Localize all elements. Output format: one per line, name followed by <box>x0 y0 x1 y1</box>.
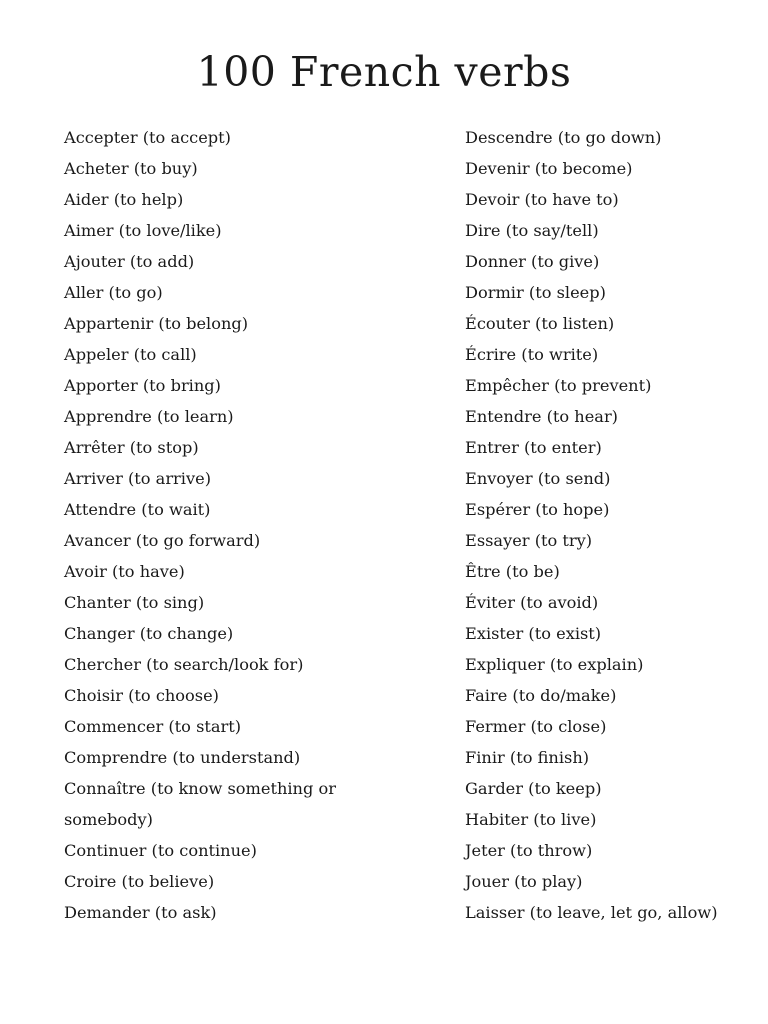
verb-item: Être (to be) <box>465 562 560 581</box>
verb-item: Jouer (to play) <box>465 872 583 891</box>
verb-item: Chanter (to sing) <box>64 593 205 612</box>
verb-item: Espérer (to hope) <box>465 500 610 519</box>
verb-item: Continuer (to continue) <box>64 841 257 860</box>
page-title: 100 French verbs <box>196 48 572 96</box>
verb-item: Acheter (to buy) <box>64 159 198 178</box>
verb-item: Apporter (to bring) <box>64 376 221 395</box>
verb-item: Envoyer (to send) <box>465 469 611 488</box>
verb-item: Dormir (to sleep) <box>465 283 606 302</box>
verb-item: Devenir (to become) <box>465 159 633 178</box>
verb-item: Descendre (to go down) <box>465 128 662 147</box>
verb-item: Empêcher (to prevent) <box>465 376 652 395</box>
verb-item: Croire (to believe) <box>64 872 215 891</box>
verb-item: Appartenir (to belong) <box>64 314 249 333</box>
verb-item: Commencer (to start) <box>64 717 242 736</box>
verb-item: Exister (to exist) <box>465 624 602 643</box>
verb-list-right <box>465 122 755 928</box>
verb-item: Aller (to go) <box>64 283 163 302</box>
verb-item: Écouter (to listen) <box>465 314 615 333</box>
verb-item: Appeler (to call) <box>64 345 197 364</box>
verb-item: Arrêter (to stop) <box>64 438 199 457</box>
verb-item: Essayer (to try) <box>465 531 593 550</box>
verb-item: Avoir (to have) <box>64 562 185 581</box>
verb-item: Faire (to do/make) <box>465 686 617 705</box>
verb-item: Choisir (to choose) <box>64 686 219 705</box>
verb-item: Donner (to give) <box>465 252 600 271</box>
verb-item: Accepter (to accept) <box>64 128 231 147</box>
verb-item: Ajouter (to add) <box>64 252 195 271</box>
verb-item: Garder (to keep) <box>465 779 602 798</box>
verb-item: Dire (to say/tell) <box>465 221 599 240</box>
verb-item: Aimer (to love/like) <box>64 221 222 240</box>
verb-item: Laisser (to leave, let go, allow) <box>465 903 718 922</box>
verb-item: Devoir (to have to) <box>465 190 619 209</box>
verb-item: Apprendre (to learn) <box>64 407 234 426</box>
verb-item: Entendre (to hear) <box>465 407 618 426</box>
verb-item: Attendre (to wait) <box>64 500 211 519</box>
verb-item: Chercher (to search/look for) <box>64 655 304 674</box>
verb-item: Écrire (to write) <box>465 345 599 364</box>
verb-item: Entrer (to enter) <box>465 438 602 457</box>
verb-item: Demander (to ask) <box>64 903 217 922</box>
verb-item: Expliquer (to explain) <box>465 655 644 674</box>
verb-item: Arriver (to arrive) <box>64 469 212 488</box>
verb-item: Jeter (to throw) <box>465 841 593 860</box>
verb-item: Fermer (to close) <box>465 717 607 736</box>
verb-item: Comprendre (to understand) <box>64 748 301 767</box>
verb-item: Connaître (to know something or somebody) <box>64 779 336 829</box>
verb-item: Finir (to finish) <box>465 748 590 767</box>
verb-item: Changer (to change) <box>64 624 234 643</box>
verb-item: Avancer (to go forward) <box>64 531 261 550</box>
verb-item: Habiter (to live) <box>465 810 597 829</box>
verb-item: Éviter (to avoid) <box>465 593 599 612</box>
verb-list-left <box>64 122 364 928</box>
verb-item: Aider (to help) <box>64 190 184 209</box>
